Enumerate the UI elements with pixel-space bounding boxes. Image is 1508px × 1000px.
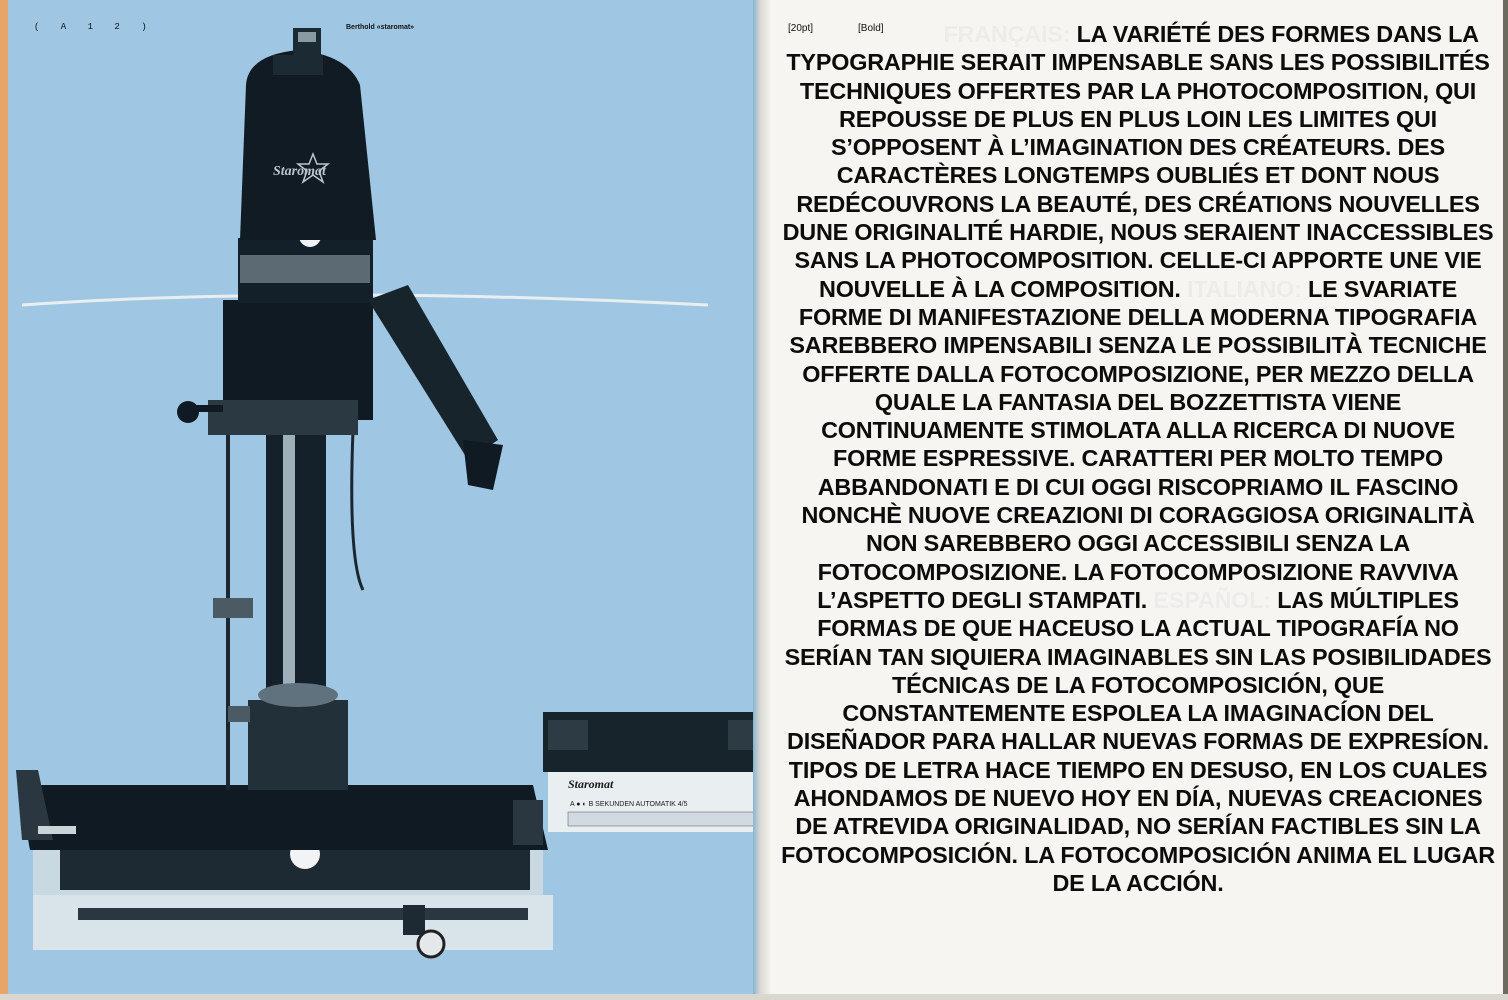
lang-label-francais: FRANÇAIS: <box>943 21 1077 47</box>
right-page <box>770 0 1503 994</box>
base-front <box>33 895 553 950</box>
base-front-rail <box>78 908 528 920</box>
table-top <box>18 785 548 850</box>
lang-label-espanol: ESPAÑOL: <box>1153 586 1278 613</box>
diagonal-arm <box>368 285 498 460</box>
weight-tag: [Bold] <box>858 23 884 34</box>
left-page <box>8 0 755 994</box>
type-specimen-text <box>780 20 1496 897</box>
timer-panel-label: A ● ◐ B SEKUNDEN AUTOMATIK 4/5 <box>570 801 688 808</box>
running-head: Berthold «staromat» <box>346 24 415 31</box>
text-espanol: LAS MÚLTIPLES FORMAS DE QUE HACEUSO LA ACTUAL TIPOGRAFÍA NO SERÍAN TAN SIQUIERA IMAGINABLES SIN LAS POSIBILIDADES TÉCNICAS DE LA FOTOCOMPOSICIÓN, QUE CONSTANTEMENTE ESPOLEA LA IMAGINACÍON DEL DISEÑADOR PARA HALLAR NUEVAS FORMAS DE EXPRESÍON. TIPOS DE LETRA HACE TIEMPO EN DESUSO, EN LOS CUALES AHONDAMOS DE NUEVO HOY EN DÍA, NUEVAS CREACIONES DE ATREVIDA ORIGINALIDAD, NO SERÍAN FACTIBLES SIN LA FOTOCOMPOSICIÓN. LA FOTOCOMPOSICIÓN ANIMA EL LUGAR DE LA ACCIÓN. <box>781 586 1495 896</box>
spine-fold <box>753 0 771 994</box>
timer-brand-label: Staromat <box>568 777 614 791</box>
folio-page-number: ( A 1 2 ) <box>34 22 155 32</box>
size-tag: [20pt] <box>788 23 814 34</box>
page-bottom-shadow <box>0 994 1508 1000</box>
column-base <box>248 700 348 790</box>
housing-brand-label: Staromat <box>273 164 326 179</box>
staromat-machine-photo <box>8 0 755 994</box>
lamp-housing <box>240 50 376 240</box>
text-francais: LA VARIÉTÉ DES FORMES DANS LA TYPOGRAPHIE SERAIT IMPENSABLE SANS LES POSSIBILITÉS TECHNIQUES OFFERTES PAR LA PHOTOCOMPOSITION, QUI REPOUSSE DE PLUS EN PLUS LOIN LES LIMITES QUI S’OPPOSENT À L’IMAGINATION DES CRÉATEURS. DES CARACTÈRES LONGTEMPS OUBLIÉS ET DONT NOUS REDÉCOUVRONS LA BEAUTÉ, DES CRÉATIONS NOUVELLES DUNE ORIGINALITÉ HARDIE, NOUS SERAIENT INACCESSIBLES SANS LA PHOTOCOMPOSITION. CELLE-CI APPORTE UNE VIE NOUVELLE À LA COMPOSITION. <box>782 21 1494 302</box>
lang-label-italiano: ITALIANO: <box>1187 275 1309 302</box>
front-knob <box>418 931 444 957</box>
text-italiano: LE SVARIATE FORME DI MANIFESTAZIONE DELLA MODERNA TIPOGRAFIA SAREBBERO IMPENSABILI SENZA LE POSSIBILITÀ TECNICHE OFFERTE DALLA FOTOCOMPOSIZIONE, PER MEZZO DELLA QUALE LA FANTASIA DEL BOZZETTISTA VIENE CONTINUAMENTE STIMOLATA ALLA RICERCA DI NUOVE FORME ESPRESSIVE. CARATTERI PER MOLTO TEMPO ABBANDONATI E DI CUI OGGI RISCOPRIAMO IL FASCINO NONCHÈ NUOVE CREAZIONI DI CORAGGIOSA ORIGINALITÀ NON SAREBBERO OGGI ACCESSIBILI SENZA LA FOTOCOMPOSIZIONE. LA FOTOCOMPOSIZIONE RAVVIVA L’ASPETTO DEGLI STAMPATI. <box>789 275 1487 613</box>
